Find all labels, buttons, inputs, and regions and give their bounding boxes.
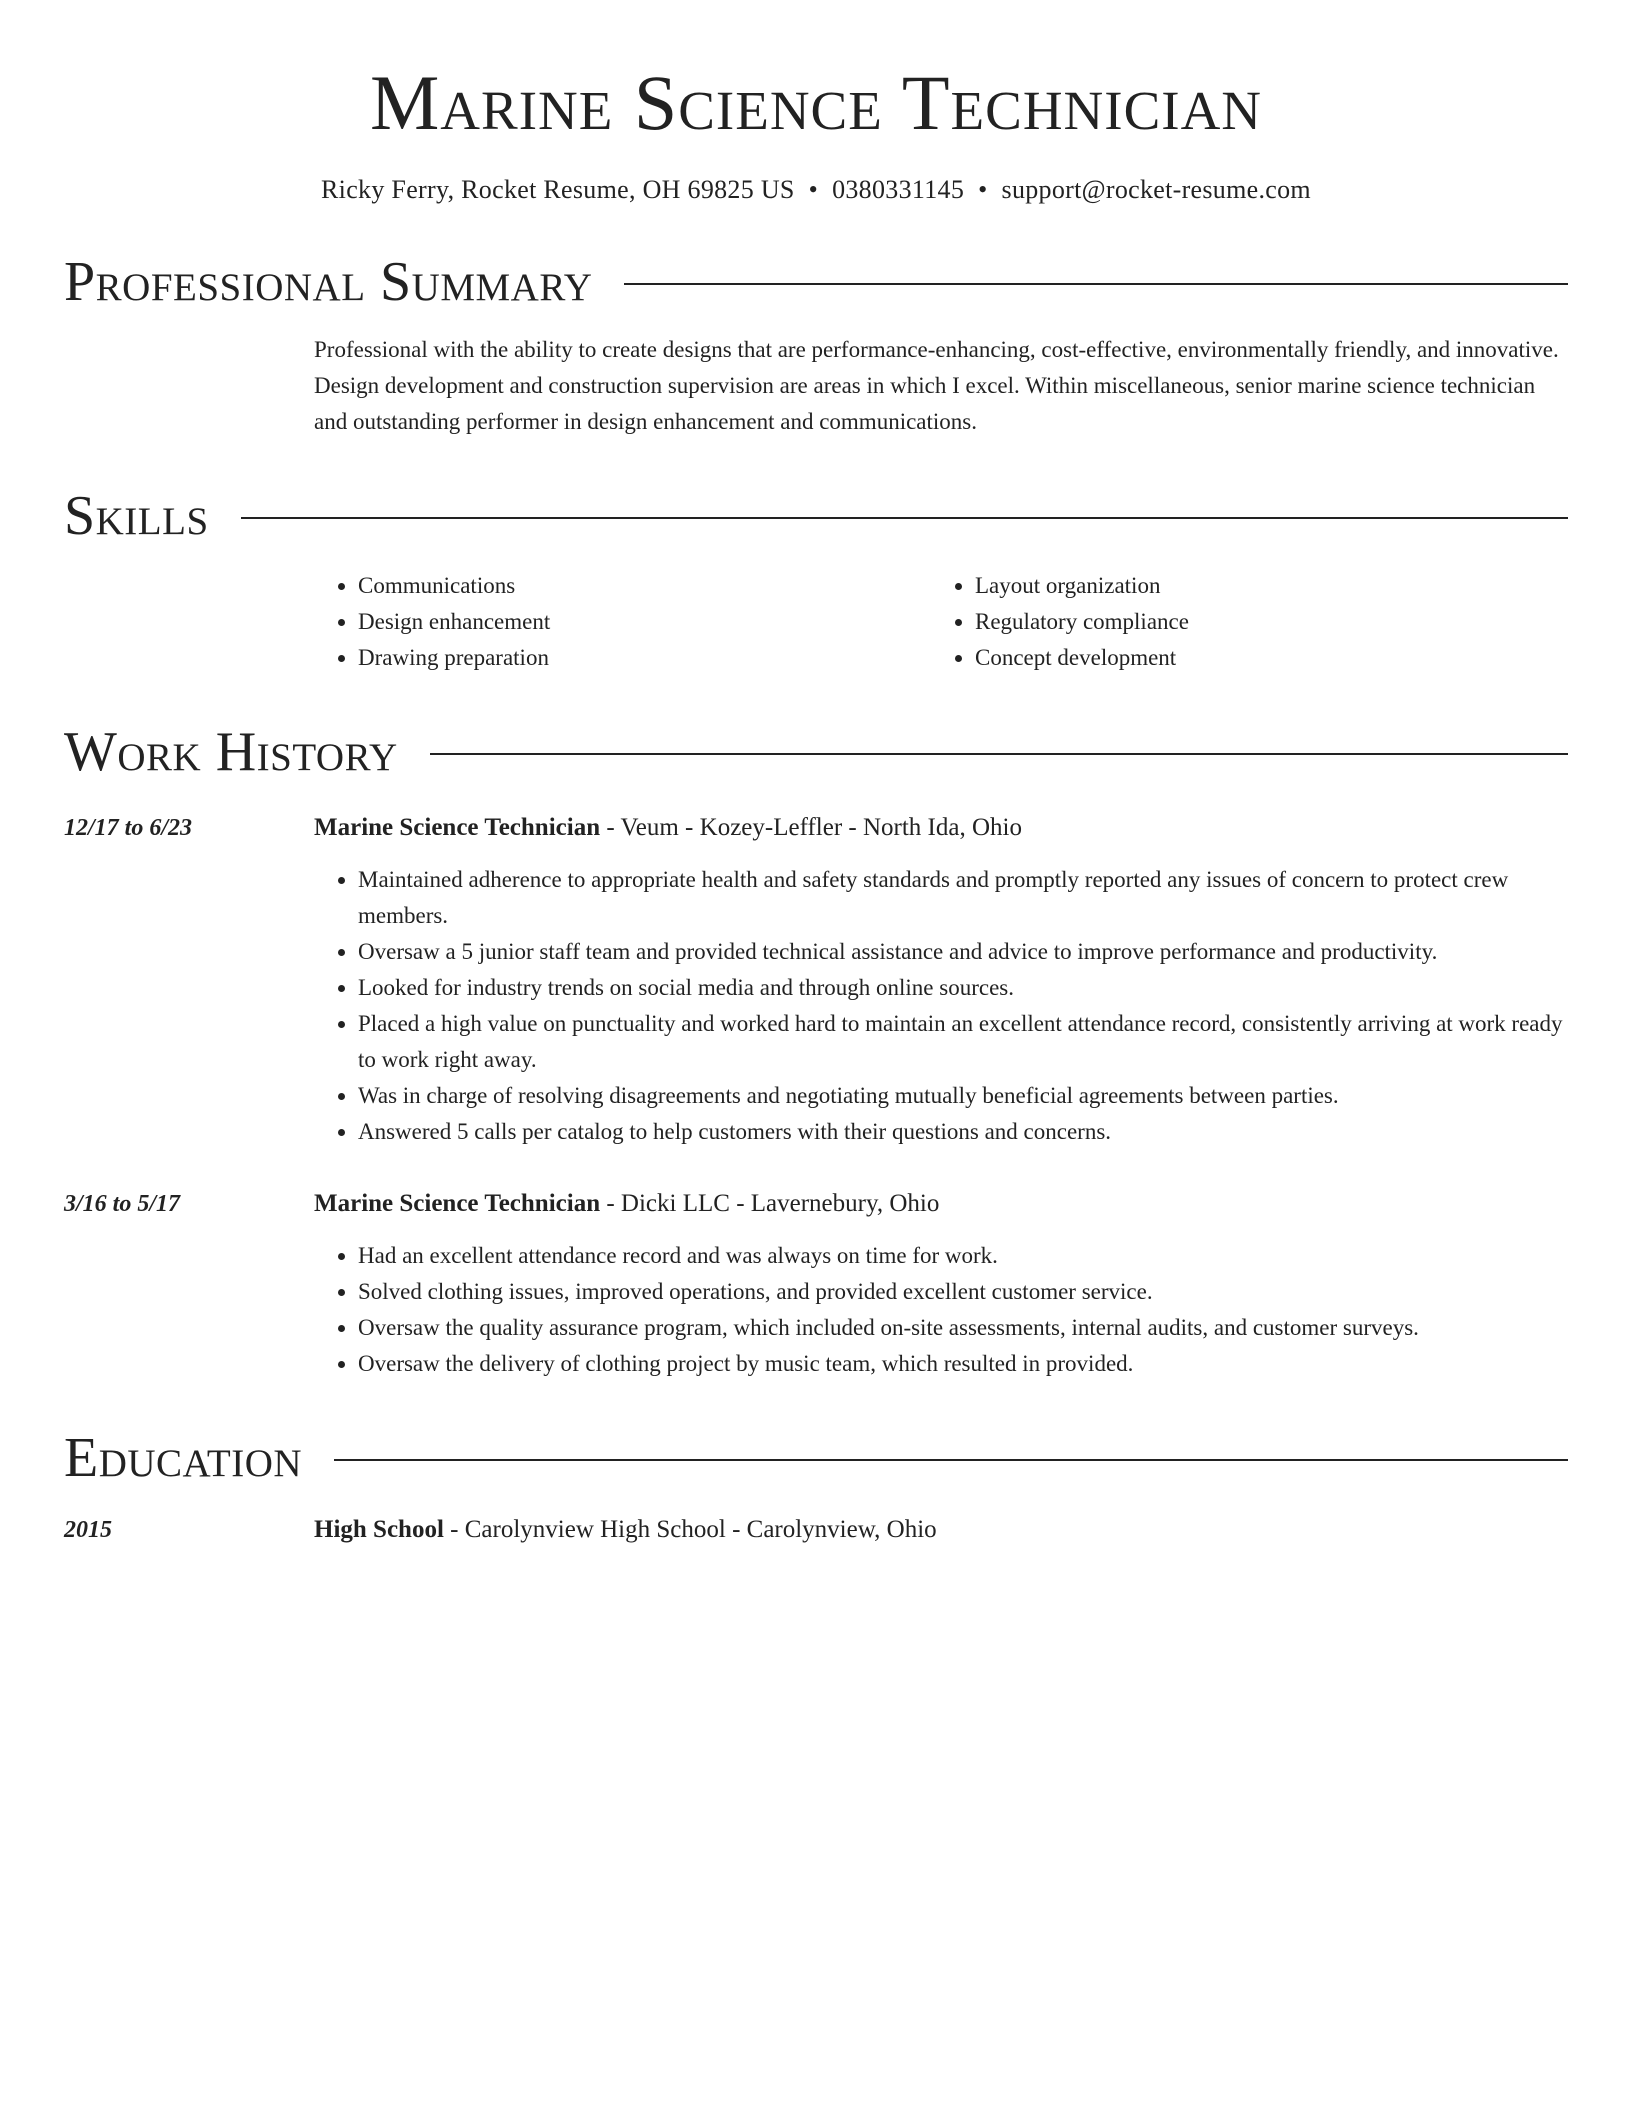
work-dates: 12/17 to 6/23 (64, 815, 193, 841)
skills-section-header (64, 484, 1568, 548)
education-entry (64, 1512, 1568, 1548)
school-details: - Carolynview High School - Carolynview, Ohio (443, 1516, 937, 1543)
education-heading: Education (64, 1427, 303, 1489)
contact-phone: 0380331145 (832, 175, 965, 204)
work-entry-body (314, 1186, 1568, 1382)
job-title: Marine Science Technician (314, 1190, 601, 1217)
work-entry-body (314, 810, 1568, 1150)
work-bullets (314, 862, 1568, 1150)
work-bullet: • Oversaw the quality assurance program, which included on-site assessments, internal audits, and customer surveys. (358, 1310, 1568, 1346)
work-bullet: • Was in charge of resolving disagreements and negotiating mutually beneficial agreements between parties. (358, 1078, 1568, 1114)
work-bullet: • Solved clothing issues, improved operations, and provided excellent customer service. (358, 1274, 1568, 1310)
contact-address: Ricky Ferry, Rocket Resume, OH 69825 US (321, 175, 795, 204)
resume-page (64, 0, 1568, 1548)
job-details: - Veum - Kozey-Leffler - North Ida, Ohio (600, 814, 1022, 841)
skills-heading: Skills (64, 485, 209, 547)
section-divider (624, 283, 1568, 285)
skill-item: • Concept development (975, 640, 1548, 676)
work-bullet: • Maintained adherence to appropriate health and safety standards and promptly reported any issues of concern to protect crew members. (358, 862, 1568, 934)
skill-item: • Layout organization (975, 568, 1548, 604)
summary-section-header (64, 250, 1568, 314)
work-entry (64, 1186, 1568, 1382)
skill-item: • Communications (358, 568, 931, 604)
work-bullet: • Had an excellent attendance record and was always on time for work. (358, 1238, 1568, 1274)
degree-title: High School (314, 1516, 444, 1543)
skills-list-right (931, 568, 1548, 676)
work-entry-heading (314, 810, 1568, 846)
education-entry-heading (314, 1512, 1568, 1548)
work-bullets (314, 1238, 1568, 1382)
contact-separator: • (978, 175, 988, 204)
contact-line (64, 174, 1568, 206)
contact-separator: • (808, 175, 819, 204)
work-bullet: • Placed a high value on punctuality and worked hard to maintain an excellent attendance record, consistently arriving at work ready to work right away. (358, 1006, 1568, 1078)
section-divider (334, 1459, 1568, 1461)
resume-title: Marine Science Technician (369, 59, 1263, 146)
work-bullet: • Looked for industry trends on social media and through online sources. (358, 970, 1568, 1006)
skill-item: • Drawing preparation (358, 640, 931, 676)
work-dates: 3/16 to 5/17 (64, 1191, 181, 1217)
work-entry (64, 810, 1568, 1150)
skill-item: • Design enhancement (358, 604, 931, 640)
contact-email: support@rocket-resume.com (1001, 175, 1311, 204)
education-year: 2015 (64, 1517, 112, 1543)
summary-heading: Professional Summary (64, 251, 593, 313)
job-details: - Dicki LLC - Lavernebury, Ohio (600, 1190, 940, 1217)
education-section-header (64, 1426, 1568, 1490)
skills-list-left (314, 568, 931, 676)
work-bullet: • Oversaw the delivery of clothing project by music team, which resulted in provided. (358, 1346, 1568, 1382)
job-title: Marine Science Technician (314, 814, 601, 841)
section-divider (241, 517, 1568, 519)
work-section-header (64, 720, 1568, 784)
work-bullet: • Answered 5 calls per catalog to help customers with their questions and concerns. (358, 1114, 1568, 1150)
work-entry-heading (314, 1186, 1568, 1222)
work-bullet: • Oversaw a 5 junior staff team and provided technical assistance and advice to improve performance and productivity. (358, 934, 1568, 970)
summary-text: Professional with the ability to create designs that are performance-enhancing, cost-effective, environmentally friendly, and innovative. Design development and construction supervision are areas in which I excel. Within miscellaneous, senior marine science technician and outstanding performer in design enhancement and communications. (314, 337, 1559, 434)
work-heading: Work History (64, 721, 398, 783)
skills-grid (314, 568, 1568, 676)
skill-item: • Regulatory compliance (975, 604, 1548, 640)
education-entry-body (314, 1512, 1568, 1548)
section-divider (430, 753, 1568, 755)
